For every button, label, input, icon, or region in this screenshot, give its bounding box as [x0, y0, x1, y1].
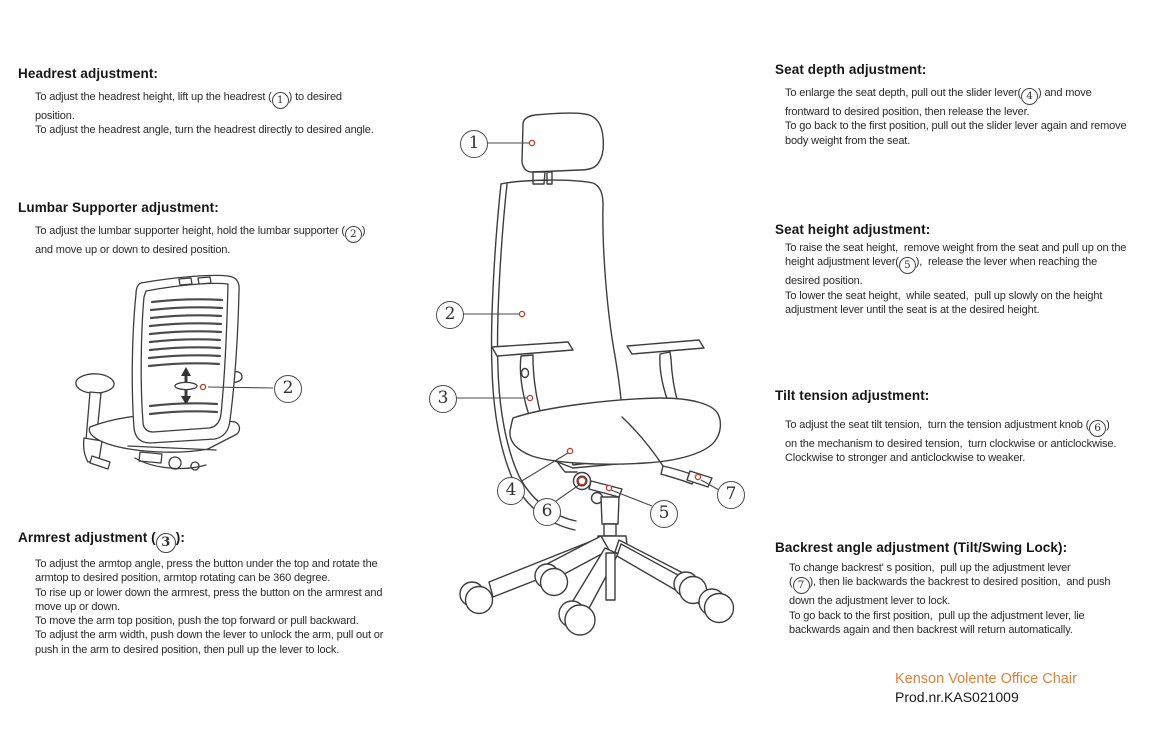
callout-6: 6: [533, 498, 561, 526]
chair-side-view-drawing: [425, 100, 770, 660]
tilt-tension-title: Tilt tension adjustment:: [775, 388, 930, 403]
circled-number: 2: [345, 226, 362, 243]
section-seat-height: [775, 222, 1126, 317]
seat-depth-title: Seat depth adjustment:: [775, 62, 927, 77]
callout-2: 2: [436, 301, 464, 329]
circled-number: 5: [899, 257, 916, 274]
lumbar-title: Lumbar Supporter adjustment:: [18, 200, 219, 215]
callout-4: 4: [497, 477, 525, 505]
section-backrest-angle: [775, 540, 1110, 637]
circled-number: 6: [1089, 420, 1106, 437]
section-armrest: [18, 530, 383, 657]
callout-1: 1: [460, 130, 488, 158]
armrest-body: To adjust the armtop angle, press the button under the top and rotate the armtop to desired position, armtop rotating can be 360 degree. To rise up or lower down the armrest, press the button on the armrest and move up or down. To move the arm top position, push the top forward or pull backward. To adjust the arm width, push down the lever to unlock the arm, pull out or push in the arm to desired position, then pull up the lever to lock.: [35, 558, 384, 656]
lumbar-body: To adjust the lumbar supporter height, hold the lumbar supporter ( 2 ) and move up or down to desired position.: [35, 225, 366, 256]
headrest-title: Headrest adjustment:: [18, 66, 159, 81]
chair-side-view-diagram: [425, 100, 770, 660]
product-name: Kenson Volente Office Chair: [895, 671, 1077, 687]
callout-lumbar-2: 2: [274, 375, 302, 403]
section-tilt-tension: [775, 388, 1116, 466]
footer: [895, 670, 1077, 706]
seat-height-body: To raise the seat height, remove weight from the seat and pull up on the height adjustment lever( 5 ), release the lever when reaching the desired position. To lower the seat height, while seated, pull up slowly on the height adjustment lever until the seat is at the desired height.: [785, 242, 1127, 316]
callout-3: 3: [429, 385, 457, 413]
armrest-title: Armrest adjustment ( 3 ):: [18, 530, 383, 553]
callout-5: 5: [650, 500, 678, 528]
section-lumbar: [18, 200, 365, 257]
section-seat-depth: [775, 62, 1126, 148]
backrest-angle-body: To change backrest' s position, pull up the adjustment lever ( 7 ), then lie backwards the backrest to desired position, and push down the adjustment lever to lock. To go back to the first position, pull up the adjustment lever, lie backwards again and then backrest will return automatically.: [789, 562, 1111, 636]
tilt-tension-body: To adjust the seat tilt tension, turn the tension adjustment knob ( 6 ) on the mechanism to desired tension, turn clockwise or anticlockwise. Clockwise to stronger and anticlockwise to weaker.: [785, 419, 1117, 465]
circled-number: 4: [1021, 88, 1038, 105]
headrest-body: To adjust the headrest height, lift up the headrest ( 1 ) to desired position. To adjust the headrest angle, turn the headrest directly to desired angle.: [35, 91, 374, 137]
chair-back-view-diagram: [40, 270, 320, 500]
circled-number: 7: [793, 577, 810, 594]
callout-7: 7: [717, 481, 745, 509]
product-code: Prod.nr.KAS021009: [895, 689, 1019, 705]
backrest-angle-title: Backrest angle adjustment (Tilt/Swing Lock):: [775, 540, 1068, 555]
circled-number: 1: [272, 92, 289, 109]
section-headrest: [18, 66, 374, 138]
seat-depth-body: To enlarge the seat depth, pull out the slider lever( 4 ) and move frontward to desired position, then release the lever. To go back to the first position, pull out the slider lever again and remove body weight from the seat.: [785, 87, 1127, 147]
seat-height-title: Seat height adjustment:: [775, 222, 931, 237]
circled-number: 3: [156, 533, 176, 553]
